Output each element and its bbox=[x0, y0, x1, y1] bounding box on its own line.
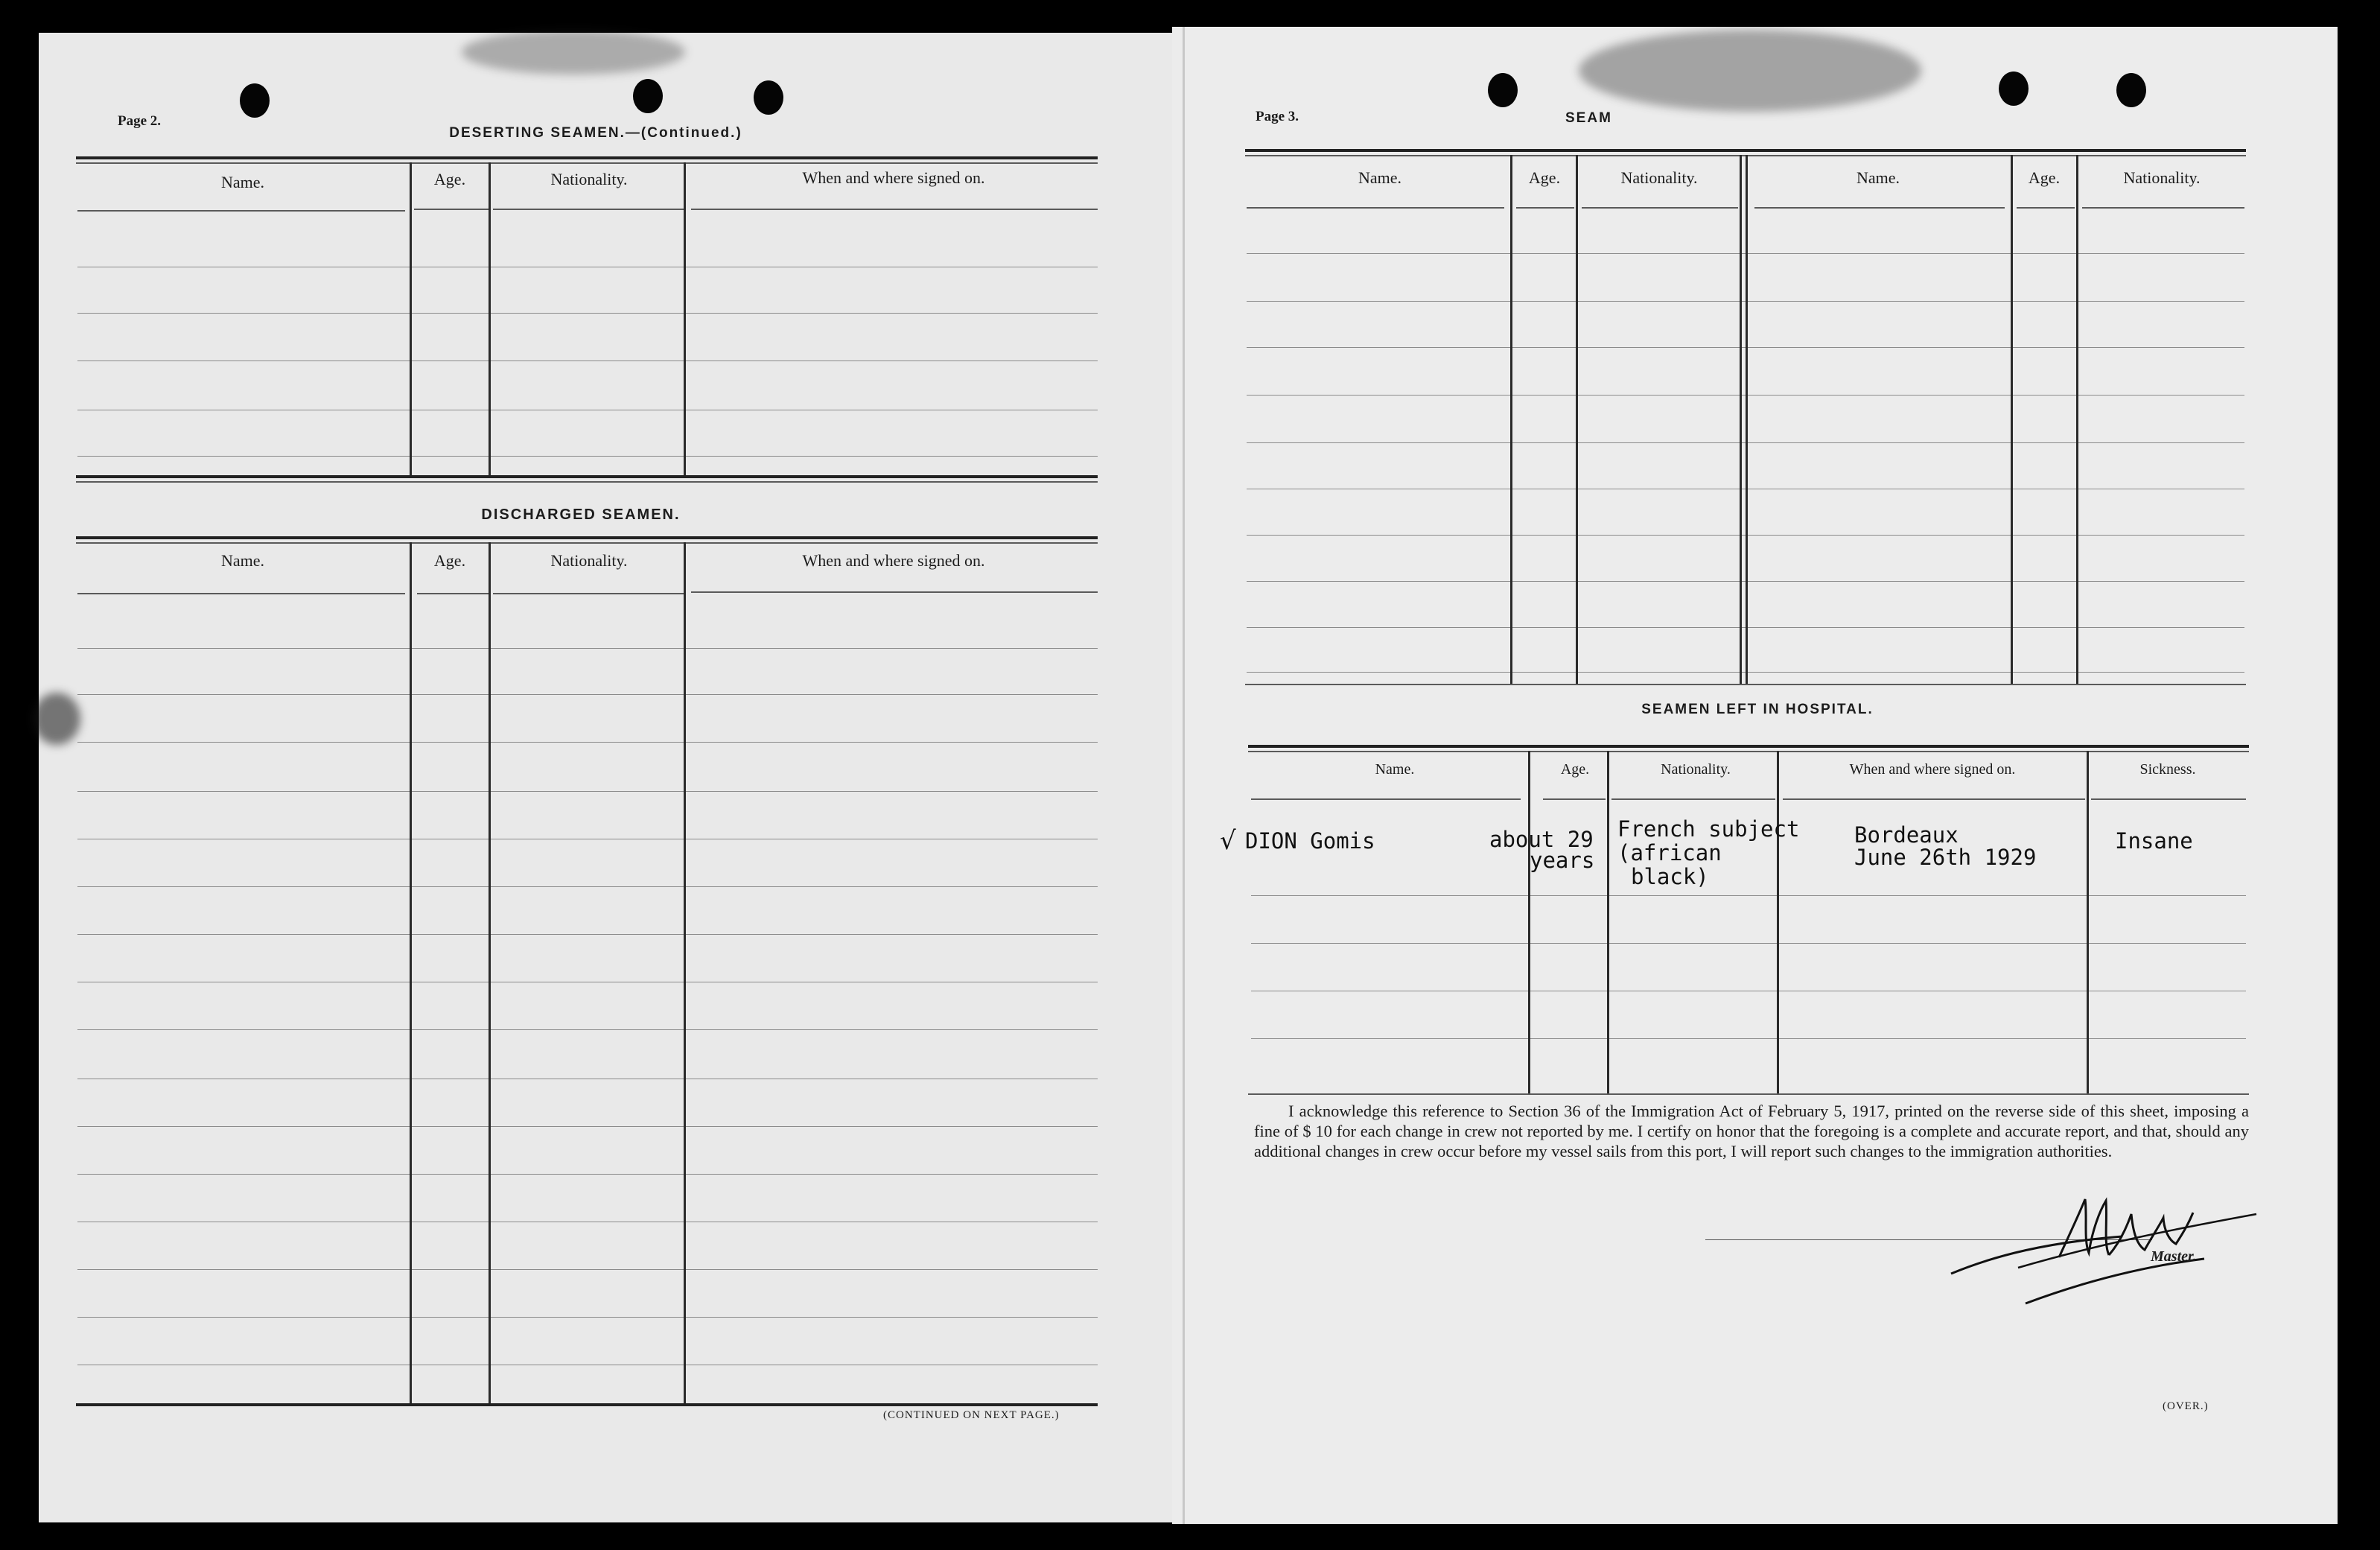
entry-signed-line1: Bordeaux bbox=[1854, 822, 1959, 848]
discharged-bottom-rule bbox=[76, 1403, 1098, 1406]
punch-hole bbox=[1999, 72, 2029, 106]
deserting-header-name: Name. bbox=[220, 173, 265, 191]
deserting-header-signed-on: When and where signed on. bbox=[802, 168, 985, 187]
hospital-header-age: Age. bbox=[1560, 761, 1590, 778]
deserting-top-rule bbox=[76, 156, 1098, 159]
over-label: (OVER.) bbox=[2163, 1400, 2209, 1412]
top-header-age-2: Age. bbox=[2028, 168, 2061, 187]
punch-hole bbox=[2116, 73, 2146, 107]
punch-hole bbox=[1488, 73, 1518, 107]
entry-age-line1: about 29 bbox=[1489, 827, 1594, 852]
punch-hole bbox=[633, 79, 663, 113]
top-header-name-1: Name. bbox=[1358, 168, 1402, 187]
top-header-nationality-2: Nationality. bbox=[2123, 168, 2201, 187]
page-number-left: Page 2. bbox=[118, 113, 162, 129]
entry-nationality-line1: French subject bbox=[1617, 816, 1800, 842]
top-header-nationality-1: Nationality. bbox=[1620, 168, 1698, 187]
hospital-header-sickness: Sickness. bbox=[2139, 761, 2196, 778]
deserting-header-age: Age. bbox=[433, 170, 466, 188]
deserting-header-nationality: Nationality. bbox=[550, 170, 628, 188]
entry-sickness: Insane bbox=[2115, 828, 2193, 854]
hospital-section-title: SEAMEN LEFT IN HOSPITAL. bbox=[1641, 702, 1874, 717]
discharged-header-name: Name. bbox=[220, 551, 265, 570]
discharged-header-nationality: Nationality. bbox=[550, 551, 628, 570]
entry-signed-line2: June 26th 1929 bbox=[1854, 845, 2037, 870]
top-header-age-1: Age. bbox=[1528, 168, 1561, 187]
entry-nationality-line3: black) bbox=[1631, 864, 1709, 889]
page-number-right: Page 3. bbox=[1256, 109, 1299, 124]
discharged-header-age: Age. bbox=[433, 551, 466, 570]
ink-smudge bbox=[462, 30, 685, 74]
master-label: Master. bbox=[2151, 1248, 2197, 1265]
entry-nationality-line2: (african bbox=[1617, 840, 1722, 865]
entry-age-line2: years bbox=[1530, 848, 1595, 873]
declaration-text: I acknowledge this reference to Section 36 of the Immigration Act of February 5, 1917, printed on the reverse side of this sheet, imposing a fine of $ 10 for each change in crew not reported by me. I certify on honor that the foregoing is a complete and accurate report, and that, should any additional changes in crew occur before my vessel sails from this port, I will report such changes to the immigration authorities. bbox=[1254, 1102, 2249, 1160]
ink-smudge bbox=[33, 693, 80, 745]
left-page bbox=[39, 33, 1187, 1522]
entry-name: DION Gomis bbox=[1245, 828, 1375, 854]
deserting-seamen-title: DESERTING SEAMEN.—(Continued.) bbox=[449, 125, 742, 141]
page-fold bbox=[1183, 27, 1185, 1524]
master-signature bbox=[1936, 1184, 2279, 1311]
ink-smudge bbox=[1579, 30, 1921, 112]
hospital-header-signed-on: When and where signed on. bbox=[1849, 761, 2016, 778]
discharged-header-signed-on: When and where signed on. bbox=[802, 551, 985, 570]
continued-footer: (CONTINUED ON NEXT PAGE.) bbox=[883, 1409, 1060, 1421]
hospital-header-nationality: Nationality. bbox=[1661, 761, 1731, 778]
discharged-seamen-title: DISCHARGED SEAMEN. bbox=[481, 506, 681, 523]
entry-check-mark: √ bbox=[1220, 826, 1236, 856]
partial-section-title: SEAM bbox=[1565, 110, 1612, 126]
punch-hole bbox=[240, 83, 270, 118]
top-header-name-2: Name. bbox=[1856, 168, 1900, 187]
hospital-header-name: Name. bbox=[1375, 761, 1415, 778]
punch-hole bbox=[754, 80, 783, 115]
